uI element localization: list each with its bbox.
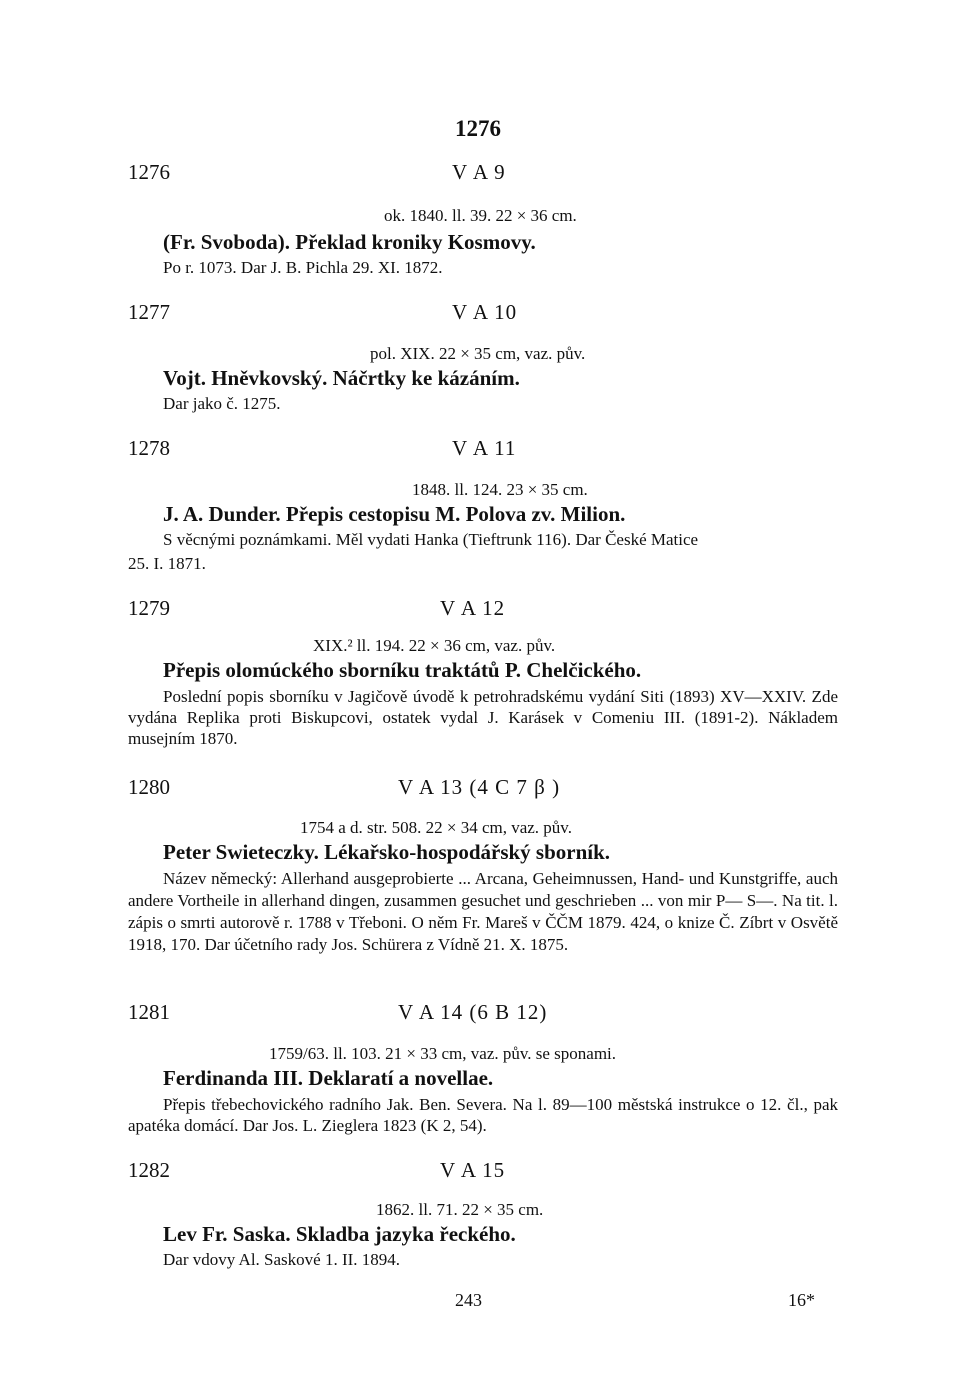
signature-mark: 16*	[788, 1290, 815, 1310]
entry-note: Dar jako č. 1275.	[163, 394, 281, 413]
entry-signature: V A 11	[452, 436, 517, 460]
entry-note: Název německý: Allerhand ausgeprobierte ... Arcana, Geheimnussen, Hand- und Kunstgriffe, auch andere Vortheile in allerhand dingen, zusammen gesuchet und geschrieben ... von mir P— S—. Na tit. l. zápis o smrti autorově r. 1788 v Třeboni. O něm Fr. Mareš v ČČM 1879. 424, o knize Č. Zíbrt v Osvětě 1918, 170. Dar účetního rady Jos. Schürera z Vídně 21. X. 1875.	[128, 869, 838, 954]
entry-title: Lev Fr. Saska. Skladba jazyka řeckého.	[163, 1222, 516, 1246]
entry-number: 1281	[128, 1000, 170, 1024]
entry-title: Přepis olomúckého sborníku traktátů P. Chelčického.	[163, 658, 642, 682]
entry-physical-description: 1862. ll. 71. 22 × 35 cm.	[376, 1200, 544, 1219]
entry-note: Přepis třebechovického radního Jak. Ben. Severa. Na l. 89—100 městská instrukce o 12. čl., pak apatéka domácí. Dar Jos. L. Zieglera 1823 (K 2, 54).	[128, 1095, 838, 1135]
entry-title: J. A. Dunder. Přepis cestopisu M. Polova zv. Milion.	[163, 502, 626, 526]
entry-number: 1282	[128, 1158, 170, 1182]
entry-note-line: S věcnými poznámkami. Měl vydati Hanka (Tieftrunk 116). Dar České Matice	[163, 530, 699, 549]
entry-physical-description: 1848. ll. 124. 23 × 35 cm.	[412, 480, 588, 499]
entry-signature: V A 12	[440, 596, 506, 620]
entry-physical-description: 1754 a d. str. 508. 22 × 34 cm, vaz. pův.	[300, 818, 572, 837]
entry-title: Ferdinanda III. Deklaratí a novellae.	[163, 1066, 494, 1090]
entry-signature: V A 15	[440, 1158, 506, 1182]
entry-note: Poslední popis sborníku v Jagičově úvodě k petrohradskému vydání Siti (1893) XV—XXIV. Zde vydána Replika proti Biskupcovi, ostatek vydal J. Karásek v Comeniu III. (1891-2). Nákladem musejním 1870.	[128, 687, 838, 748]
entry-physical-description: XIX.² ll. 194. 22 × 36 cm, vaz. pův.	[313, 636, 556, 655]
entry-number: 1279	[128, 596, 170, 620]
entry-title: Vojt. Hněvkovský. Náčrtky ke kázáním.	[163, 366, 520, 390]
entry-number: 1280	[128, 775, 170, 799]
entry-physical-description: pol. XIX. 22 × 35 cm, vaz. pův.	[370, 344, 586, 363]
entry-note: Po r. 1073. Dar J. B. Pichla 29. XI. 1872.	[163, 258, 443, 277]
entry-number: 1277	[128, 300, 170, 324]
entry-note: Dar vdovy Al. Saskové 1. II. 1894.	[163, 1250, 401, 1269]
entry-signature: V A 13 (4 C 7 β )	[398, 775, 561, 799]
entry-title: (Fr. Svoboda). Překlad kroniky Kosmovy.	[163, 230, 536, 254]
entry-signature: V A 9	[452, 160, 506, 184]
entry-signature: V A 10	[452, 300, 518, 324]
entry-physical-description: ok. 1840. ll. 39. 22 × 36 cm.	[384, 206, 577, 225]
running-head: 1276	[455, 116, 501, 141]
page-number: 243	[455, 1290, 482, 1310]
entry-number: 1278	[128, 436, 170, 460]
entry-note-line: 25. I. 1871.	[128, 554, 206, 573]
entry-signature: V A 14 (6 B 12)	[398, 1000, 548, 1024]
entry-number: 1276	[128, 160, 170, 184]
entry-title: Peter Swieteczky. Lékařsko-hospodářský sborník.	[163, 840, 611, 864]
entry-physical-description: 1759/63. ll. 103. 21 × 33 cm, vaz. pův. se sponami.	[269, 1044, 617, 1063]
